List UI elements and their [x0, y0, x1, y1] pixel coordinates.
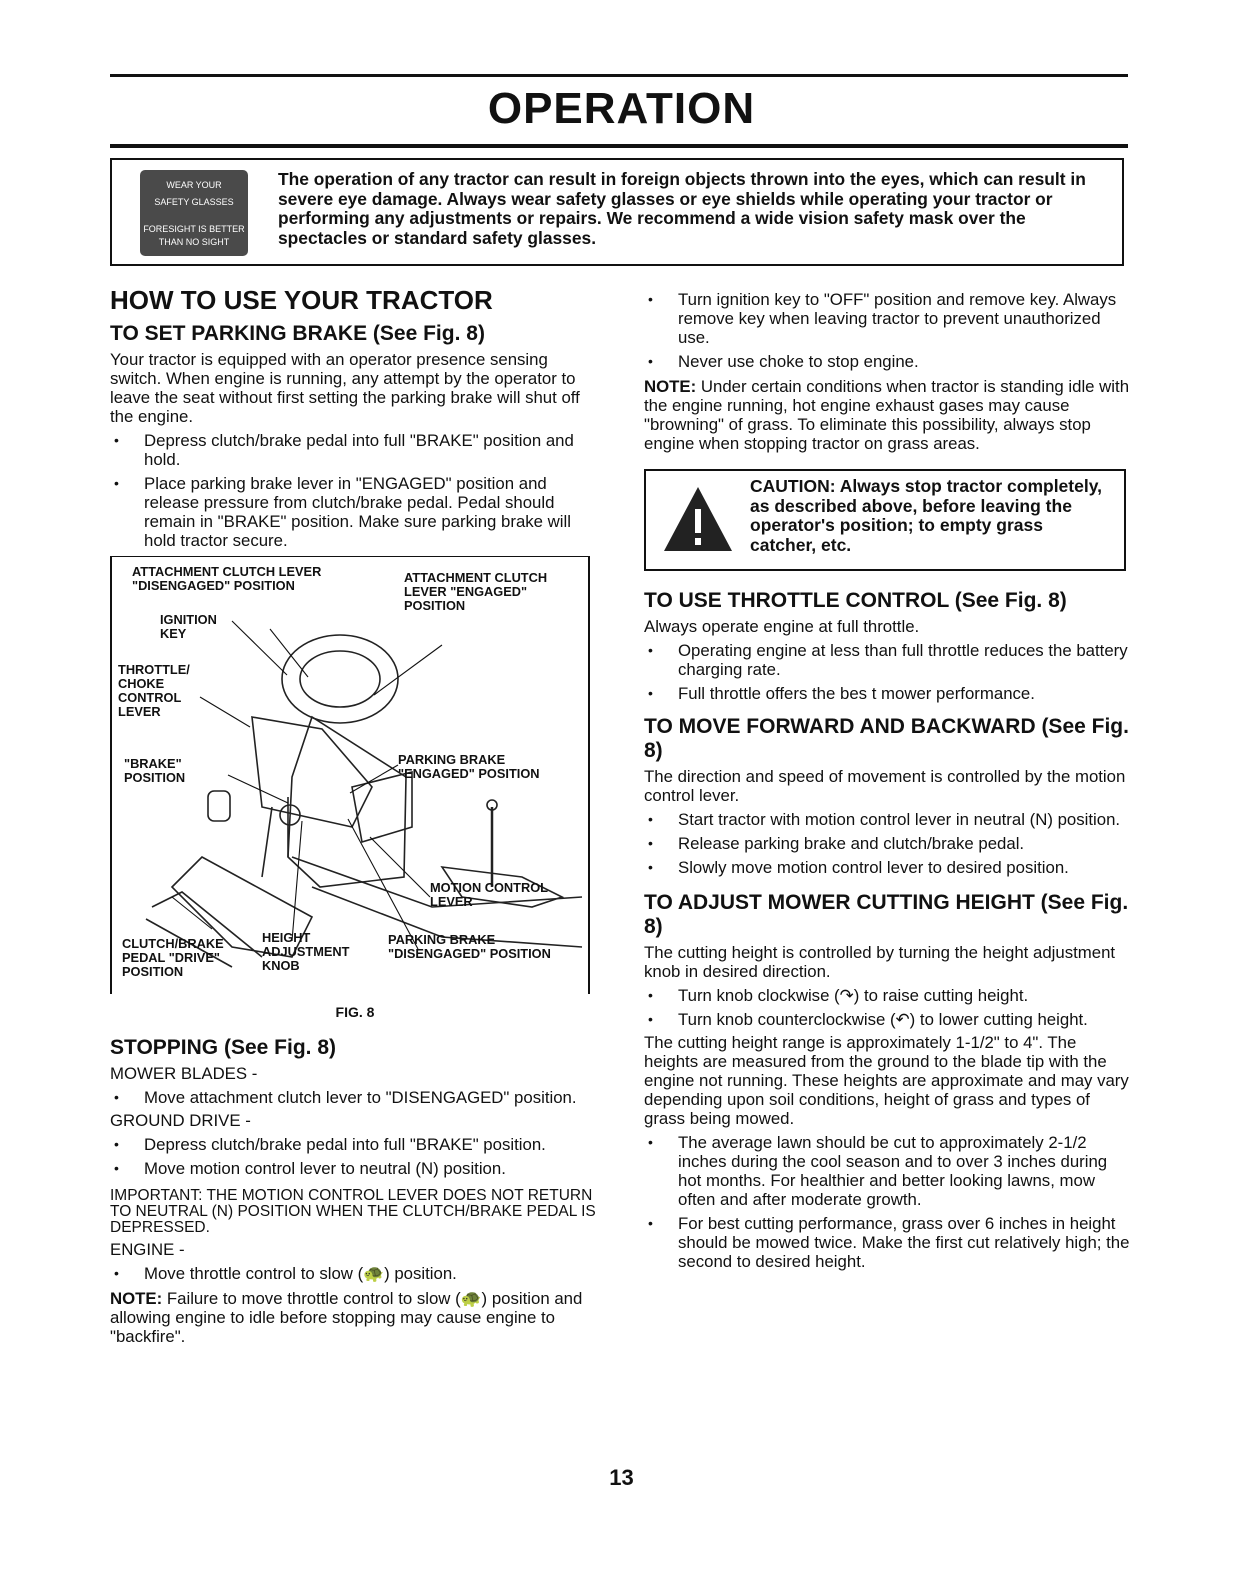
heading-cutting-height: TO ADJUST MOWER CUTTING HEIGHT (See Fig. 8): [644, 891, 1129, 938]
label-ground-drive: GROUND DRIVE -: [110, 1111, 251, 1130]
throttle-intro: Always operate engine at full throttle.: [644, 617, 920, 636]
list-item: • Never use choke to stop engine.: [644, 352, 1130, 371]
note-text: Under certain conditions when tractor is standing idle with the engine running, hot engine exhaust gases may cause "browning" of grass. To eliminate this possibility, always stop engine when stopping tractor on grass areas.: [644, 377, 1130, 453]
section-heading-how-to-use: HOW TO USE YOUR TRACTOR: [110, 285, 493, 315]
note-text: Failure to move throttle control to slow (🐢) position and allowing engine to idle before stopping may cause engine to "backfire".: [110, 1289, 583, 1346]
list-item: • The average lawn should be cut to approximately 2-1/2 inches during the cool season and to over 3 inches during hot months. For healthier and better looking lawns, mow often and after moderate growth.: [644, 1133, 1130, 1209]
lawn-bullets: [644, 1133, 1130, 1271]
parking-bullets: [110, 431, 600, 550]
label-throttle-choke: THROTTLE/ CHOKE CONTROL LEVER: [118, 662, 190, 719]
list-item: • Move attachment clutch lever to "DISENGAGED" position.: [110, 1088, 600, 1107]
height-range: The cutting height range is approximately 1-1/2" to 4". The heights are measured from the ground to the blade tip with the engine not running. These heights are approximate and may vary depending upon soil conditions, height of grass and types of grass being mowed.: [644, 1033, 1129, 1128]
list-item: • Full throttle offers the bes t mower performance.: [644, 684, 1130, 703]
note-label: NOTE:: [110, 1289, 163, 1308]
move-intro: The direction and speed of movement is controlled by the motion control lever.: [644, 767, 1126, 805]
list-item: • Depress clutch/brake pedal into full "BRAKE" position and hold.: [110, 431, 600, 469]
figure-caption: FIG. 8: [335, 1004, 375, 1020]
label-height-adjustment-knob: HEIGHT ADJUSTMENT KNOB: [262, 930, 350, 973]
safety-warning-box: [110, 158, 1124, 266]
left-column: [110, 285, 600, 1346]
list-item: • Move throttle control to slow (🐢) position.: [110, 1264, 600, 1283]
engine-bullets: [110, 1264, 600, 1283]
list-item: • Turn knob clockwise (↷) to raise cutting height.: [644, 986, 1130, 1005]
important-notice: IMPORTANT: THE MOTION CONTROL LEVER DOES NOT RETURN TO NEUTRAL (N) POSITION WHEN THE CLUTCH/BRAKE PEDAL IS DEPRESSED.: [110, 1187, 596, 1236]
note-label: NOTE:: [644, 377, 697, 396]
height-intro: The cutting height is controlled by turning the height adjustment knob in desired direction.: [644, 943, 1116, 981]
figure-8: [110, 556, 590, 994]
page-number: 13: [609, 1465, 634, 1490]
safety-glasses-icon: WEAR YOUR SAFETY GLASSES FORESIGHT IS BETTER THAN NO SIGHT: [140, 170, 248, 256]
right-column: [644, 290, 1130, 1271]
parking-intro: Your tractor is equipped with an operator presence sensing switch. When engine is running, any attempt by the operator to leave the seat without first setting the parking brake will shut off the engine.: [110, 350, 580, 426]
label-ignition-key: IGNITION KEY: [160, 612, 217, 641]
list-item: • Slowly move motion control lever to desired position.: [644, 858, 1130, 877]
caution-text: CAUTION: Always stop tractor completely, as described above, before leaving the operator's position; to empty grass catcher, etc.: [750, 476, 1103, 555]
key-bullets: [644, 290, 1130, 371]
heading-parking-brake: TO SET PARKING BRAKE (See Fig. 8): [110, 322, 485, 345]
label-attachment-clutch-engaged: ATTACHMENT CLUTCH LEVER "ENGAGED" POSITION: [404, 570, 548, 613]
label-mower-blades: MOWER BLADES -: [110, 1064, 258, 1083]
list-item: • Turn knob counterclockwise (↶) to lower cutting height.: [644, 1010, 1130, 1029]
label-motion-control-lever: MOTION CONTROL LEVER: [430, 880, 549, 909]
heading-stopping: STOPPING (See Fig. 8): [110, 1036, 336, 1059]
exhaust-note: [644, 377, 1130, 453]
list-item: • For best cutting performance, grass over 6 inches in height should be mowed twice. Make the first cut relatively high; the second to desired height.: [644, 1214, 1130, 1271]
label-attachment-clutch-disengaged: ATTACHMENT CLUTCH LEVER "DISENGAGED" POSITION: [132, 564, 322, 593]
list-item: • Start tractor with motion control lever in neutral (N) position.: [644, 810, 1130, 829]
warning-triangle-icon: [662, 483, 734, 555]
list-item: • Place parking brake lever in "ENGAGED" position and release pressure from clutch/brake pedal. Pedal should remain in "BRAKE" position. Make sure parking brake will hold tractor secure.: [110, 474, 600, 550]
top-rule-thin: [110, 74, 1128, 77]
list-item: • Depress clutch/brake pedal into full "BRAKE" position.: [110, 1135, 600, 1154]
label-brake-position: "BRAKE" POSITION: [124, 756, 186, 785]
mower-bullets: [110, 1088, 600, 1107]
title-rule-thick: [110, 144, 1128, 148]
move-bullets: [644, 810, 1130, 877]
list-item: • Release parking brake and clutch/brake pedal.: [644, 834, 1130, 853]
list-item: • Turn ignition key to "OFF" position and remove key. Always remove key when leaving tractor to prevent unauthorized use.: [644, 290, 1130, 347]
stopping-note: [110, 1289, 600, 1346]
page-title: OPERATION: [487, 84, 756, 133]
throttle-bullets: [644, 641, 1130, 703]
safety-warning-text: The operation of any tractor can result in foreign objects thrown into the eyes, which can result in severe eye damage. Always wear safety glasses or eye shields while operating your tractor or performing any adjustments or repairs. We recommend a wide vision safety mask over the spectacles or standard safety glasses.: [278, 169, 1086, 248]
label-clutch-brake-drive: CLUTCH/BRAKE PEDAL "DRIVE" POSITION: [122, 936, 224, 979]
list-item: • Move motion control lever to neutral (N) position.: [110, 1159, 600, 1178]
caution-box: [644, 469, 1126, 571]
ground-bullets: [110, 1135, 600, 1178]
heading-move: TO MOVE FORWARD AND BACKWARD (See Fig. 8): [644, 715, 1129, 762]
label-parking-brake-disengaged: PARKING BRAKE "DISENGAGED" POSITION: [388, 932, 551, 961]
list-item: • Operating engine at less than full throttle reduces the battery charging rate.: [644, 641, 1130, 679]
heading-throttle: TO USE THROTTLE CONTROL (See Fig. 8): [644, 589, 1067, 612]
label-parking-brake-engaged: PARKING BRAKE "ENGAGED" POSITION: [398, 752, 540, 781]
height-bullets: [644, 986, 1130, 1029]
label-engine: ENGINE -: [110, 1240, 185, 1259]
